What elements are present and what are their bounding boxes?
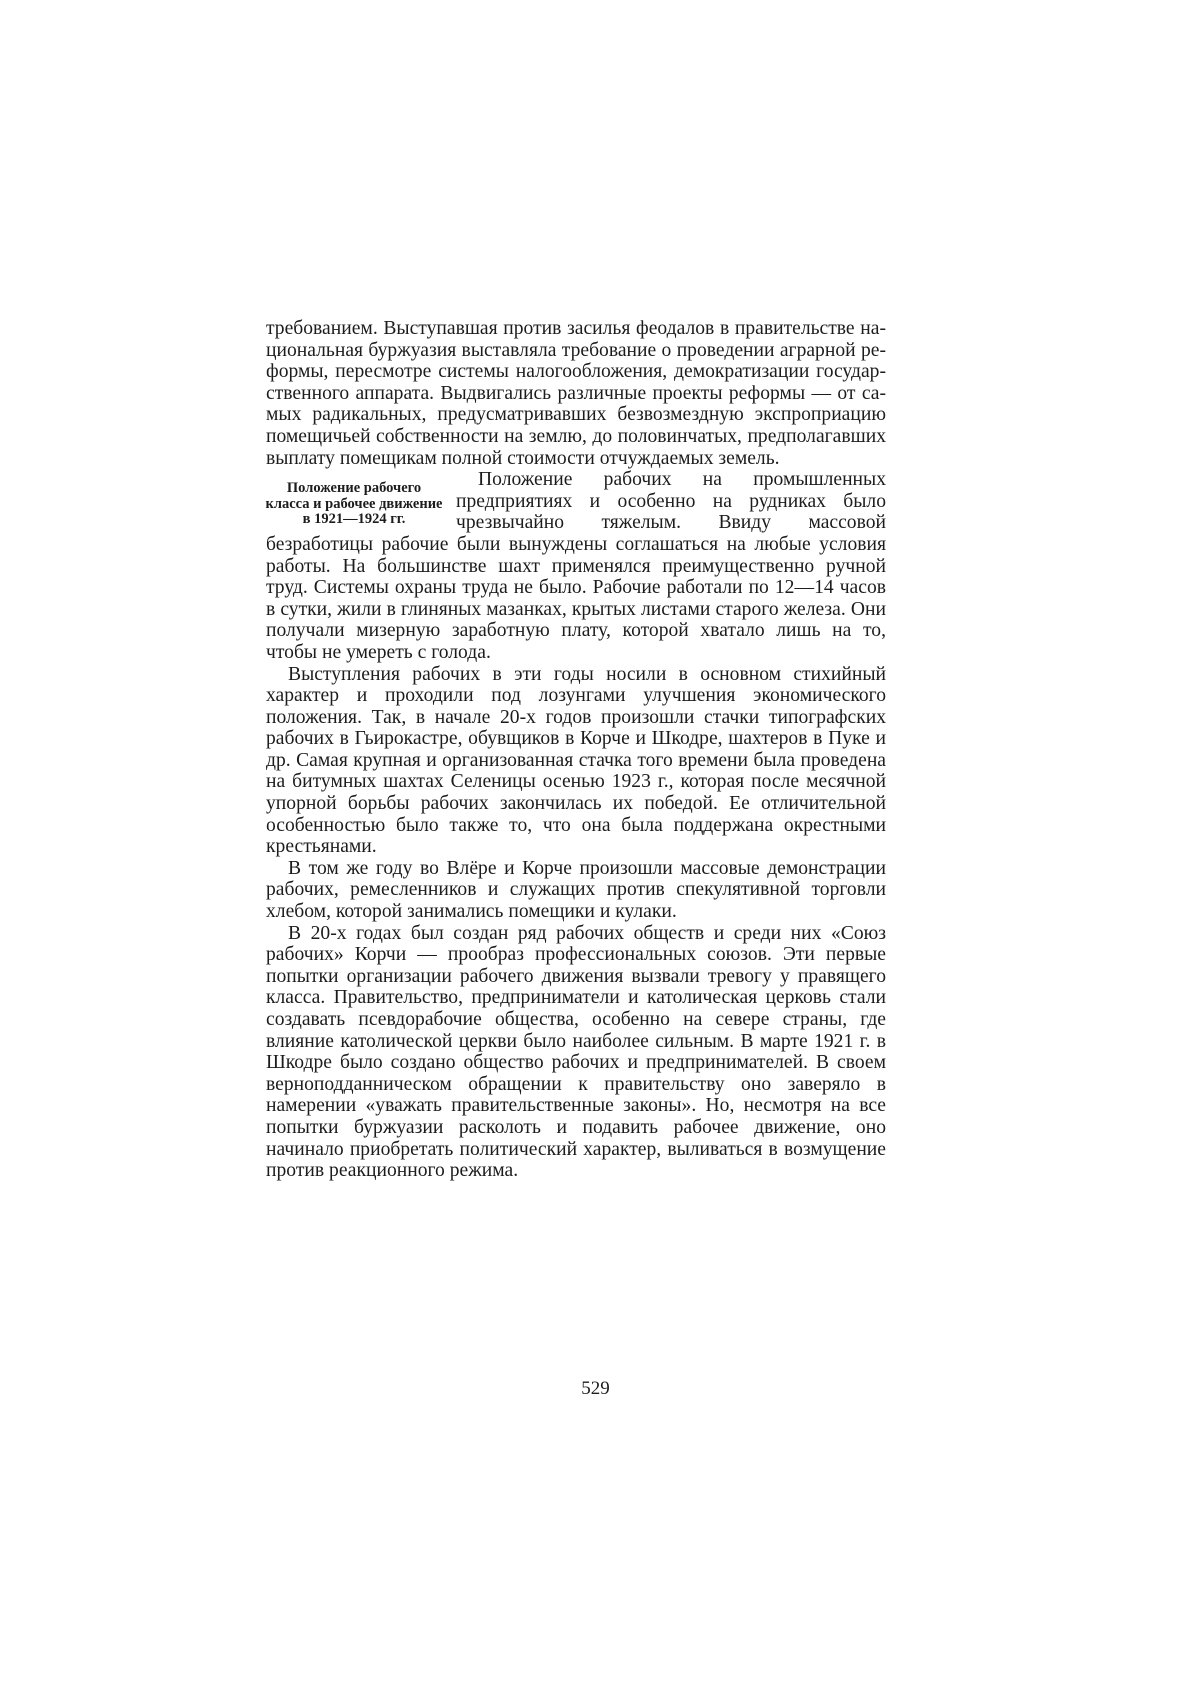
- paragraph-workers-societies: В 20-х годах был создан ряд рабочих обществ и среди них «Союз рабочих» Корчи — прообраз профессиональных союзов. Эти первые попытки организации рабочего движения вызвали тревогу у правящего класса. Правительство, предприниматели и католическая церковь стали создавать псевдорабочие общества, особенно на севере страны, где влияние католической церкви было наиболее сильным. В марте 1921 г. в Шкодре было создано общество рабочих и предпринимателей. В своем верноподданническом обращении к правительству оно заверяло в намерении «уважать правительственные законы». Но, несмотря на все попытки буржуазии расколоть и подавить рабочее движение, оно начинало приобретать политический характер, выливаться в возмущение против реакционного режима.: [266, 922, 886, 1182]
- paragraph-workers-conditions: Положение рабочих на промышленных предприятиях и особенно на рудниках было чрезвычайно тяжелым. Ввиду массовой безработицы рабочие были вынуждены соглашаться на любые условия работы. На большинстве шахт применялся преимущественно ручной труд. Системы охраны труда не было. Рабочие работали по 12—14 часов в сутки, жили в глиняных мазанках, крытых листами старого железа. Они получали мизерную заработную плату, которой хватало лишь на то, чтобы не умереть с голода.: [266, 469, 886, 663]
- paragraph-agrarian-reform: требованием. Выступавшая против засилья феодалов в правительстве национальная буржуазия выставляла требование о проведении аграрной реформы, пересмотре системы налогообложения, демократизации государственного аппарата. Выдвигались различные проекты реформы — от самых радикальных, предусматривавших безвозмездную экспроприацию помещичьей собственности на землю, до половинчатых, предполагавших выплату помещикам полной стоимости отчуждаемых земель.: [266, 318, 886, 469]
- paragraph-strikes: Выступления рабочих в эти годы носили в основном стихийный характер и проходили под лозунгами улучшения экономического положения. Так, в начале 20-х годов произошли стачки типографских рабочих в Гьирокастре, обувщиков в Корче и Шкодре, шахтеров в Пуке и др. Самая крупная и организованная стачка того времени была проведена на битумных шахтах Селеницы осенью 1923 г., которая после месячной упорной борьбы рабочих закончилась их победой. Ее отличительной особенностью было также то, что она была поддержана окрестными крестьянами.: [266, 663, 886, 858]
- page-number: 529: [581, 1378, 610, 1399]
- paragraph-demonstrations: В том же году во Влёре и Корче произошли массовые демонстрации рабочих, ремесленников и служащих против спекулятивной торговли хлебом, которой занимались помещики и кулаки.: [266, 857, 886, 923]
- margin-heading: Положение рабочего класса и рабочее движение в 1921—1924 гг.: [265, 480, 443, 528]
- text-column: [266, 318, 886, 1182]
